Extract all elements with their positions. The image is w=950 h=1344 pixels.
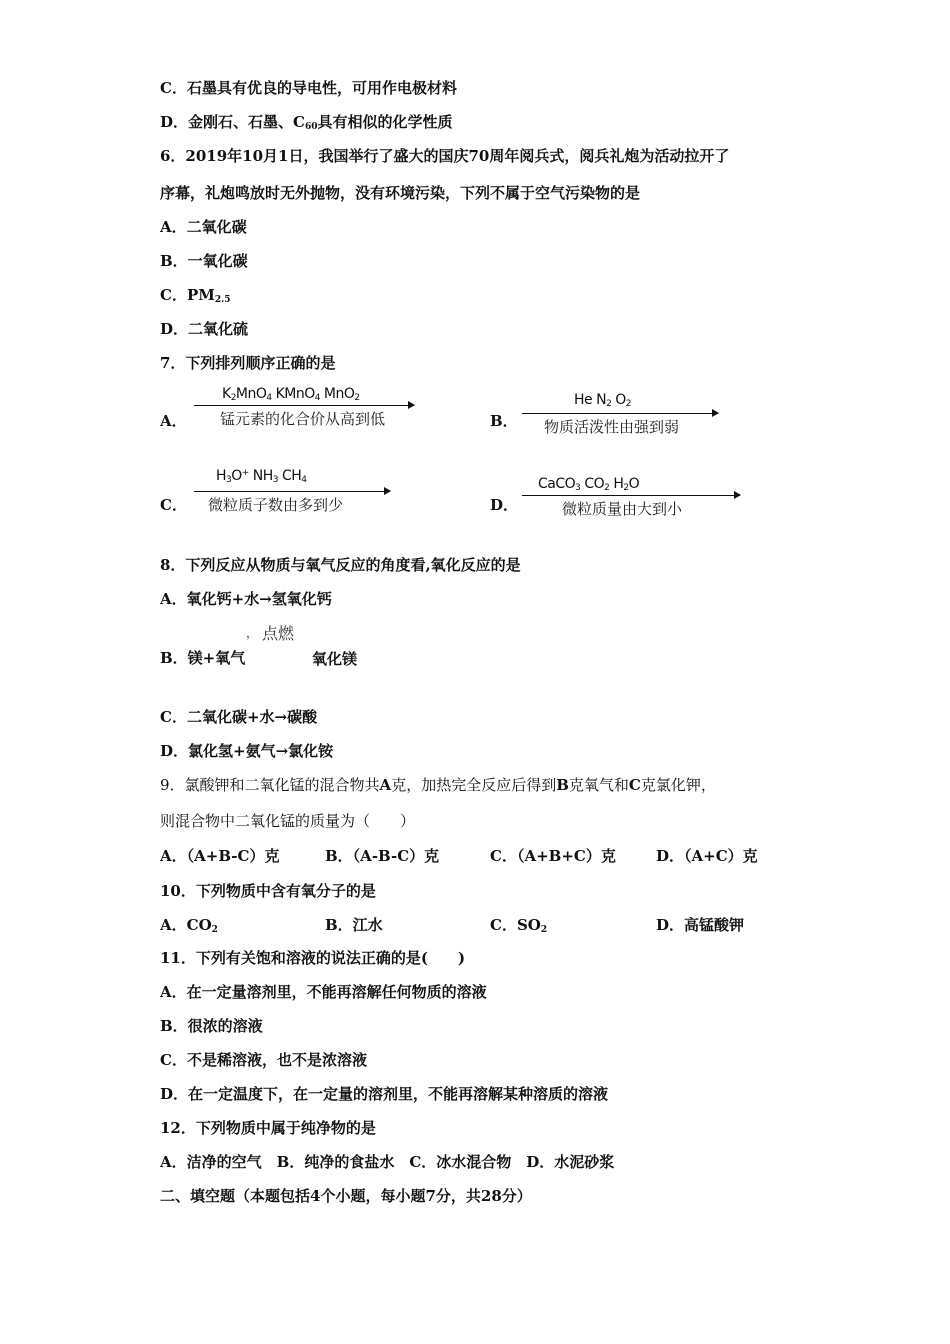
q10-option-d: D．高锰酸钾 [656,916,745,934]
q7-option-d-arrow [522,495,740,496]
q11-stem: 11．下列有关饱和溶液的说法正确的是( ) [160,949,466,967]
q6-option-a: A．二氧化碳 [160,218,247,236]
q12-options: A．洁净的空气 B．纯净的食盐水 C．冰水混合物 D．水泥砂浆 [160,1153,615,1171]
q7-option-a-label: A． [160,412,187,430]
q7-option-a-arrow [194,405,414,406]
q7-option-b-formulas: He $N_2$ $O_2$ [574,392,632,409]
q9-option-b: B．（A-B-C）克 [325,847,440,865]
q8-option-d: D．氯化氢+氨气→氯化铵 [160,742,334,760]
q10-option-b: B．江水 [325,916,383,934]
q10-option-a-sub: 2 [211,925,218,935]
q7-option-d-formulas: CaCO$_3$ $CO_2$ $H_2O$ [538,476,640,493]
q7-option-c-caption: 微粒质子数由多到少 [208,496,344,514]
q8-option-b-product: 氧化镁 [312,650,358,668]
q7-option-d-diagram [518,474,748,520]
q6-option-c-pre: C．PM [160,286,215,304]
q5-option-c: C．石墨具有优良的导电性，可用作电极材料 [160,79,457,97]
q6-option-c [160,285,231,310]
q8-condition-mark: ， [246,626,259,640]
q10-stem: 10．下列物质中含有氧分子的是 [160,882,376,900]
q10-option-c [490,915,547,940]
q6-option-b: B．一氧化碳 [160,252,248,270]
q11-option-a: A．在一定量溶剂里，不能再溶解任何物质的溶液 [160,983,487,1001]
q8-option-c: C．二氧化碳+水→碳酸 [160,708,318,726]
q9-option-a: A．（A+B-C）克 [160,847,280,865]
q6-option-c-sub: 2.5 [214,295,231,305]
q5-option-d [160,112,453,137]
q7-option-c-formulas: $H_3O^+$ $NH_3$ $CH_4$ [216,468,307,485]
q7-option-a-diagram [190,384,420,434]
q7-option-d-caption: 微粒质量由大到小 [562,500,683,518]
q5-option-d-pre: D．金刚石、石墨、C [160,113,305,131]
q9-stem-line2: 则混合物中二氧化锰的质量为（ ） [160,812,416,830]
q10-option-a-pre: A．CO [160,916,212,934]
q8-option-b: B．镁+氧气 [160,649,246,667]
q7-option-a-formulas: $K_2MnO_4$ KMnO$_4$ MnO$_2$ [222,386,360,403]
q9-option-d: D．（A+C）克 [656,847,758,865]
section-2-title: 二、填空题（本题包括4个小题，每小题7分，共28分） [160,1187,532,1205]
q5-option-d-sub: 60 [304,122,318,132]
q6-option-d: D．二氧化硫 [160,320,249,338]
q11-option-b: B．很浓的溶液 [160,1017,263,1035]
q6-stem-line1: 6．2019年10月1日，我国举行了盛大的国庆70周年阅兵式，阅兵礼炮为活动拉开了 [160,147,730,165]
q11-option-d: D．在一定温度下，在一定量的溶剂里，不能再溶解某种溶质的溶液 [160,1085,609,1103]
q7-option-d-label: D． [490,496,519,514]
q8-stem: 8．下列反应从物质与氧气反应的角度看,氧化反应的是 [160,556,521,574]
q9-stem-line1: 9．氯酸钾和二氧化锰的混合物共A克，加热完全反应后得到B克氧气和C克氯化钾， [160,776,716,794]
q10-option-c-pre: C．SO [490,916,541,934]
q7-option-c-diagram [190,466,400,516]
q7-stem: 7．下列排列顺序正确的是 [160,354,336,372]
q7-option-c-label: C． [160,496,187,514]
q6-stem-line2: 序幕，礼炮鸣放时无外抛物，没有环境污染，下列不属于空气污染物的是 [160,184,641,202]
q7-option-b-label: B． [490,412,518,430]
q11-option-c: C．不是稀溶液，也不是浓溶液 [160,1051,367,1069]
q7-option-b-arrow [522,413,718,414]
q8-option-a: A．氧化钙+水→氢氧化钙 [160,590,332,608]
q10-option-a [160,915,218,940]
q9-option-c: C．（A+B+C）克 [490,847,616,865]
q12-stem: 12．下列物质中属于纯净物的是 [160,1119,376,1137]
q7-option-b-diagram [518,392,728,438]
q8-condition-ignite: 点燃 [262,624,295,643]
q7-option-a-caption: 锰元素的化合价从高到低 [220,410,386,428]
q5-option-d-post: 具有相似的化学性质 [317,113,453,131]
q7-option-b-caption: 物质活泼性由强到弱 [544,418,680,436]
q7-option-c-arrow [194,491,390,492]
q10-option-c-sub: 2 [540,925,548,935]
